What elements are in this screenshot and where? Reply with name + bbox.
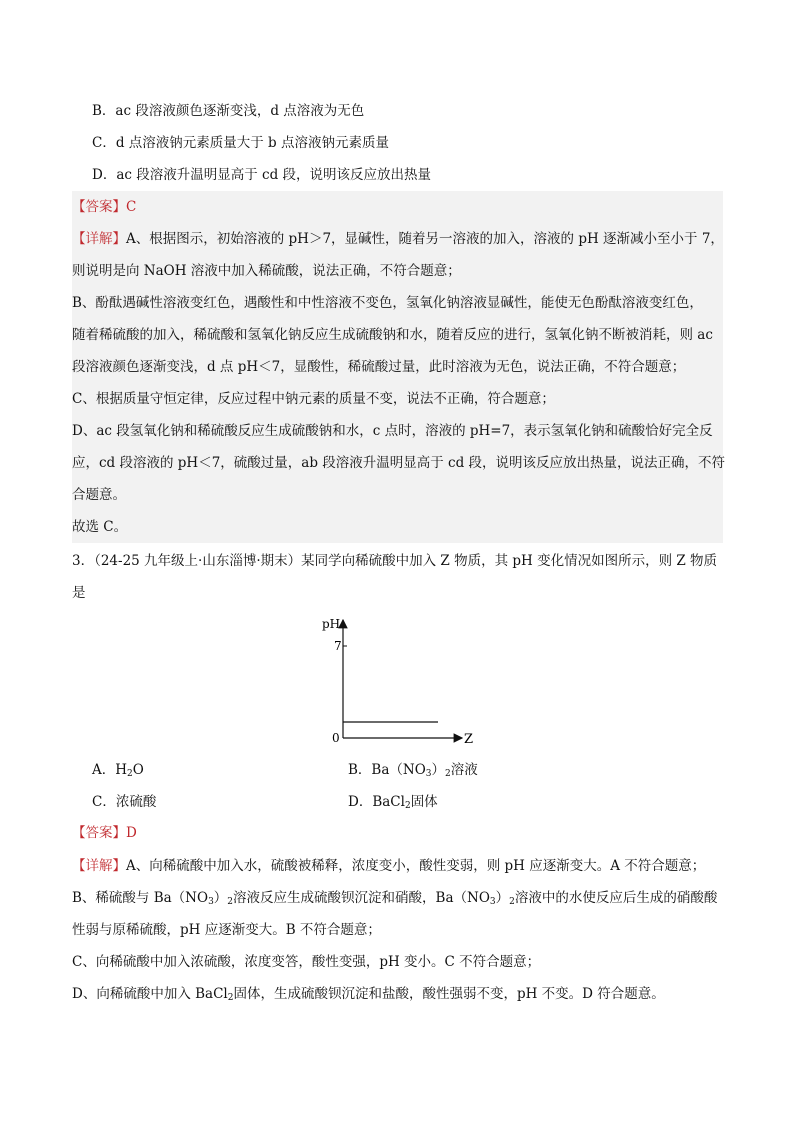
q2-explanation-line-9: 合题意。 [72, 487, 126, 503]
option-a-text: A．H [92, 762, 128, 778]
q2-conclusion: 故选 C。 [72, 519, 128, 535]
explanation-subscript: 2 [227, 897, 234, 907]
option-b-text: B．Ba（NO [348, 762, 426, 778]
q2-explanation-line-6: C、根据质量守恒定律，反应过程中钠元素的质量不变，说法不正确，符合题意； [72, 391, 555, 407]
ph-graph [310, 608, 480, 750]
origin-label: 0 [332, 731, 340, 745]
q3-option-b [348, 761, 478, 779]
explanation-text: A、根据图示，初始溶液的 pH＞7，显碱性，随着另一溶液的加入，溶液的 pH 逐渐减小至小于 7， [126, 231, 724, 247]
answer-label: 【答案】 [72, 825, 126, 841]
explanation-segment: ） [495, 890, 510, 906]
q3-explanation-line-3: 性弱与原稀硫酸，pH 应逐渐变大。B 不符合题意； [72, 922, 381, 938]
explanation-subscript: 2 [509, 897, 515, 907]
q3-option-d [348, 793, 438, 811]
q2-answer [72, 198, 136, 216]
q2-option-b: B．ac 段溶液颜色逐渐变浅，d 点溶液为无色 [92, 103, 365, 119]
q2-explanation-line-3: B、酚酞遇碱性溶液变红色，遇酸性和中性溶液不变色，氢氧化钠溶液显碱性，能使无色酚酞溶液变红色， [72, 295, 703, 311]
option-a-subscript: 2 [127, 769, 133, 779]
explanation-label: 【详解】 [72, 858, 126, 874]
q3-option-c: C．浓硫酸 [92, 794, 157, 810]
option-b-subscript-1: 3 [425, 769, 432, 779]
q3-stem-line-2: 是 [72, 585, 86, 601]
explanation-segment: 固体，生成硫酸钡沉淀和盐酸，酸性强弱不变，pH 不变。D 符合题意。 [233, 986, 665, 1002]
option-d-text: D．BaCl [348, 794, 405, 810]
explanation-text: A、向稀硫酸中加入水，硫酸被稀释，浓度变小，酸性变弱，则 pH 应逐渐变大。A 不符合题意； [126, 858, 706, 874]
option-a-suffix: O [132, 762, 144, 778]
explanation-subscript: 3 [489, 897, 496, 907]
q3-stem-line-1: 3．（24-25 九年级上·山东淄博·期末）某同学向稀硫酸中加入 Z 物质，其 pH 变化情况如图所示，则 Z 物质 [72, 553, 718, 569]
q2-explanation-line-1 [72, 230, 724, 248]
q2-option-c: C．d 点溶液钠元素质量大于 b 点溶液钠元素质量 [92, 135, 389, 151]
option-b-paren: ） [431, 762, 446, 778]
q3-explanation-line-1 [72, 857, 705, 875]
q3-option-a [92, 761, 144, 779]
answer-value: C [126, 199, 137, 215]
explanation-segment: 溶液中的水使反应后生成的硝酸酸 [514, 890, 718, 906]
option-b-suffix: 溶液 [450, 762, 478, 778]
explanation-segment: 溶液反应生成硫酸钡沉淀和硝酸，Ba（NO [233, 890, 490, 906]
q2-explanation-line-4: 随着稀硫酸的加入，稀硫酸和氢氧化钠反应生成硫酸钠和水，随着反应的进行，氢氧化钠不断被消耗，则 ac [72, 327, 713, 343]
answer-label: 【答案】 [72, 199, 126, 215]
q2-option-d: D．ac 段溶液升温明显高于 cd 段，说明该反应放出热量 [92, 167, 432, 183]
explanation-segment: D、向稀硫酸中加入 BaCl [72, 986, 228, 1002]
q2-explanation-line-7: D、ac 段氢氧化钠和稀硫酸反应生成硫酸钠和水，c 点时，溶液的 pH=7，表示氢氧化钠和硫酸恰好完全反 [72, 423, 713, 439]
q3-explanation-line-5 [72, 985, 665, 1003]
q2-explanation-line-5: 段溶液颜色逐渐变浅，d 点 pH＜7，显酸性，稀硫酸过量，此时溶液为无色，说法正确，不符合题意； [72, 359, 686, 375]
option-b-subscript-2: 2 [445, 769, 451, 779]
option-d-suffix: 固体 [410, 794, 438, 810]
explanation-segment: ） [213, 890, 228, 906]
q3-answer [72, 824, 137, 842]
explanation-subscript: 3 [208, 897, 214, 907]
y-tick-label: 7 [334, 639, 342, 653]
q3-explanation-line-2 [72, 889, 717, 907]
y-axis-label: pH [322, 617, 341, 631]
explanation-segment: B、稀硫酸与 Ba（NO [72, 890, 209, 906]
explanation-label: 【详解】 [72, 231, 126, 247]
q3-explanation-line-4: C、向稀硫酸中加入浓硫酸，浓度变答，酸性变强，pH 变小。C 不符合题意； [72, 954, 541, 970]
answer-value: D [126, 825, 137, 841]
explanation-subscript: 2 [227, 993, 234, 1003]
q2-explanation-line-8: 应，cd 段溶液的 pH＜7，硫酸过量，ab 段溶液升温明显高于 cd 段，说明该反应放出热量，说法正确，不符 [72, 455, 726, 471]
q2-explanation-line-2: 则说明是向 NaOH 溶液中加入稀硫酸，说法正确，不符合题意； [72, 263, 461, 279]
option-d-subscript: 2 [404, 801, 411, 811]
x-axis-label: Z [464, 732, 474, 747]
